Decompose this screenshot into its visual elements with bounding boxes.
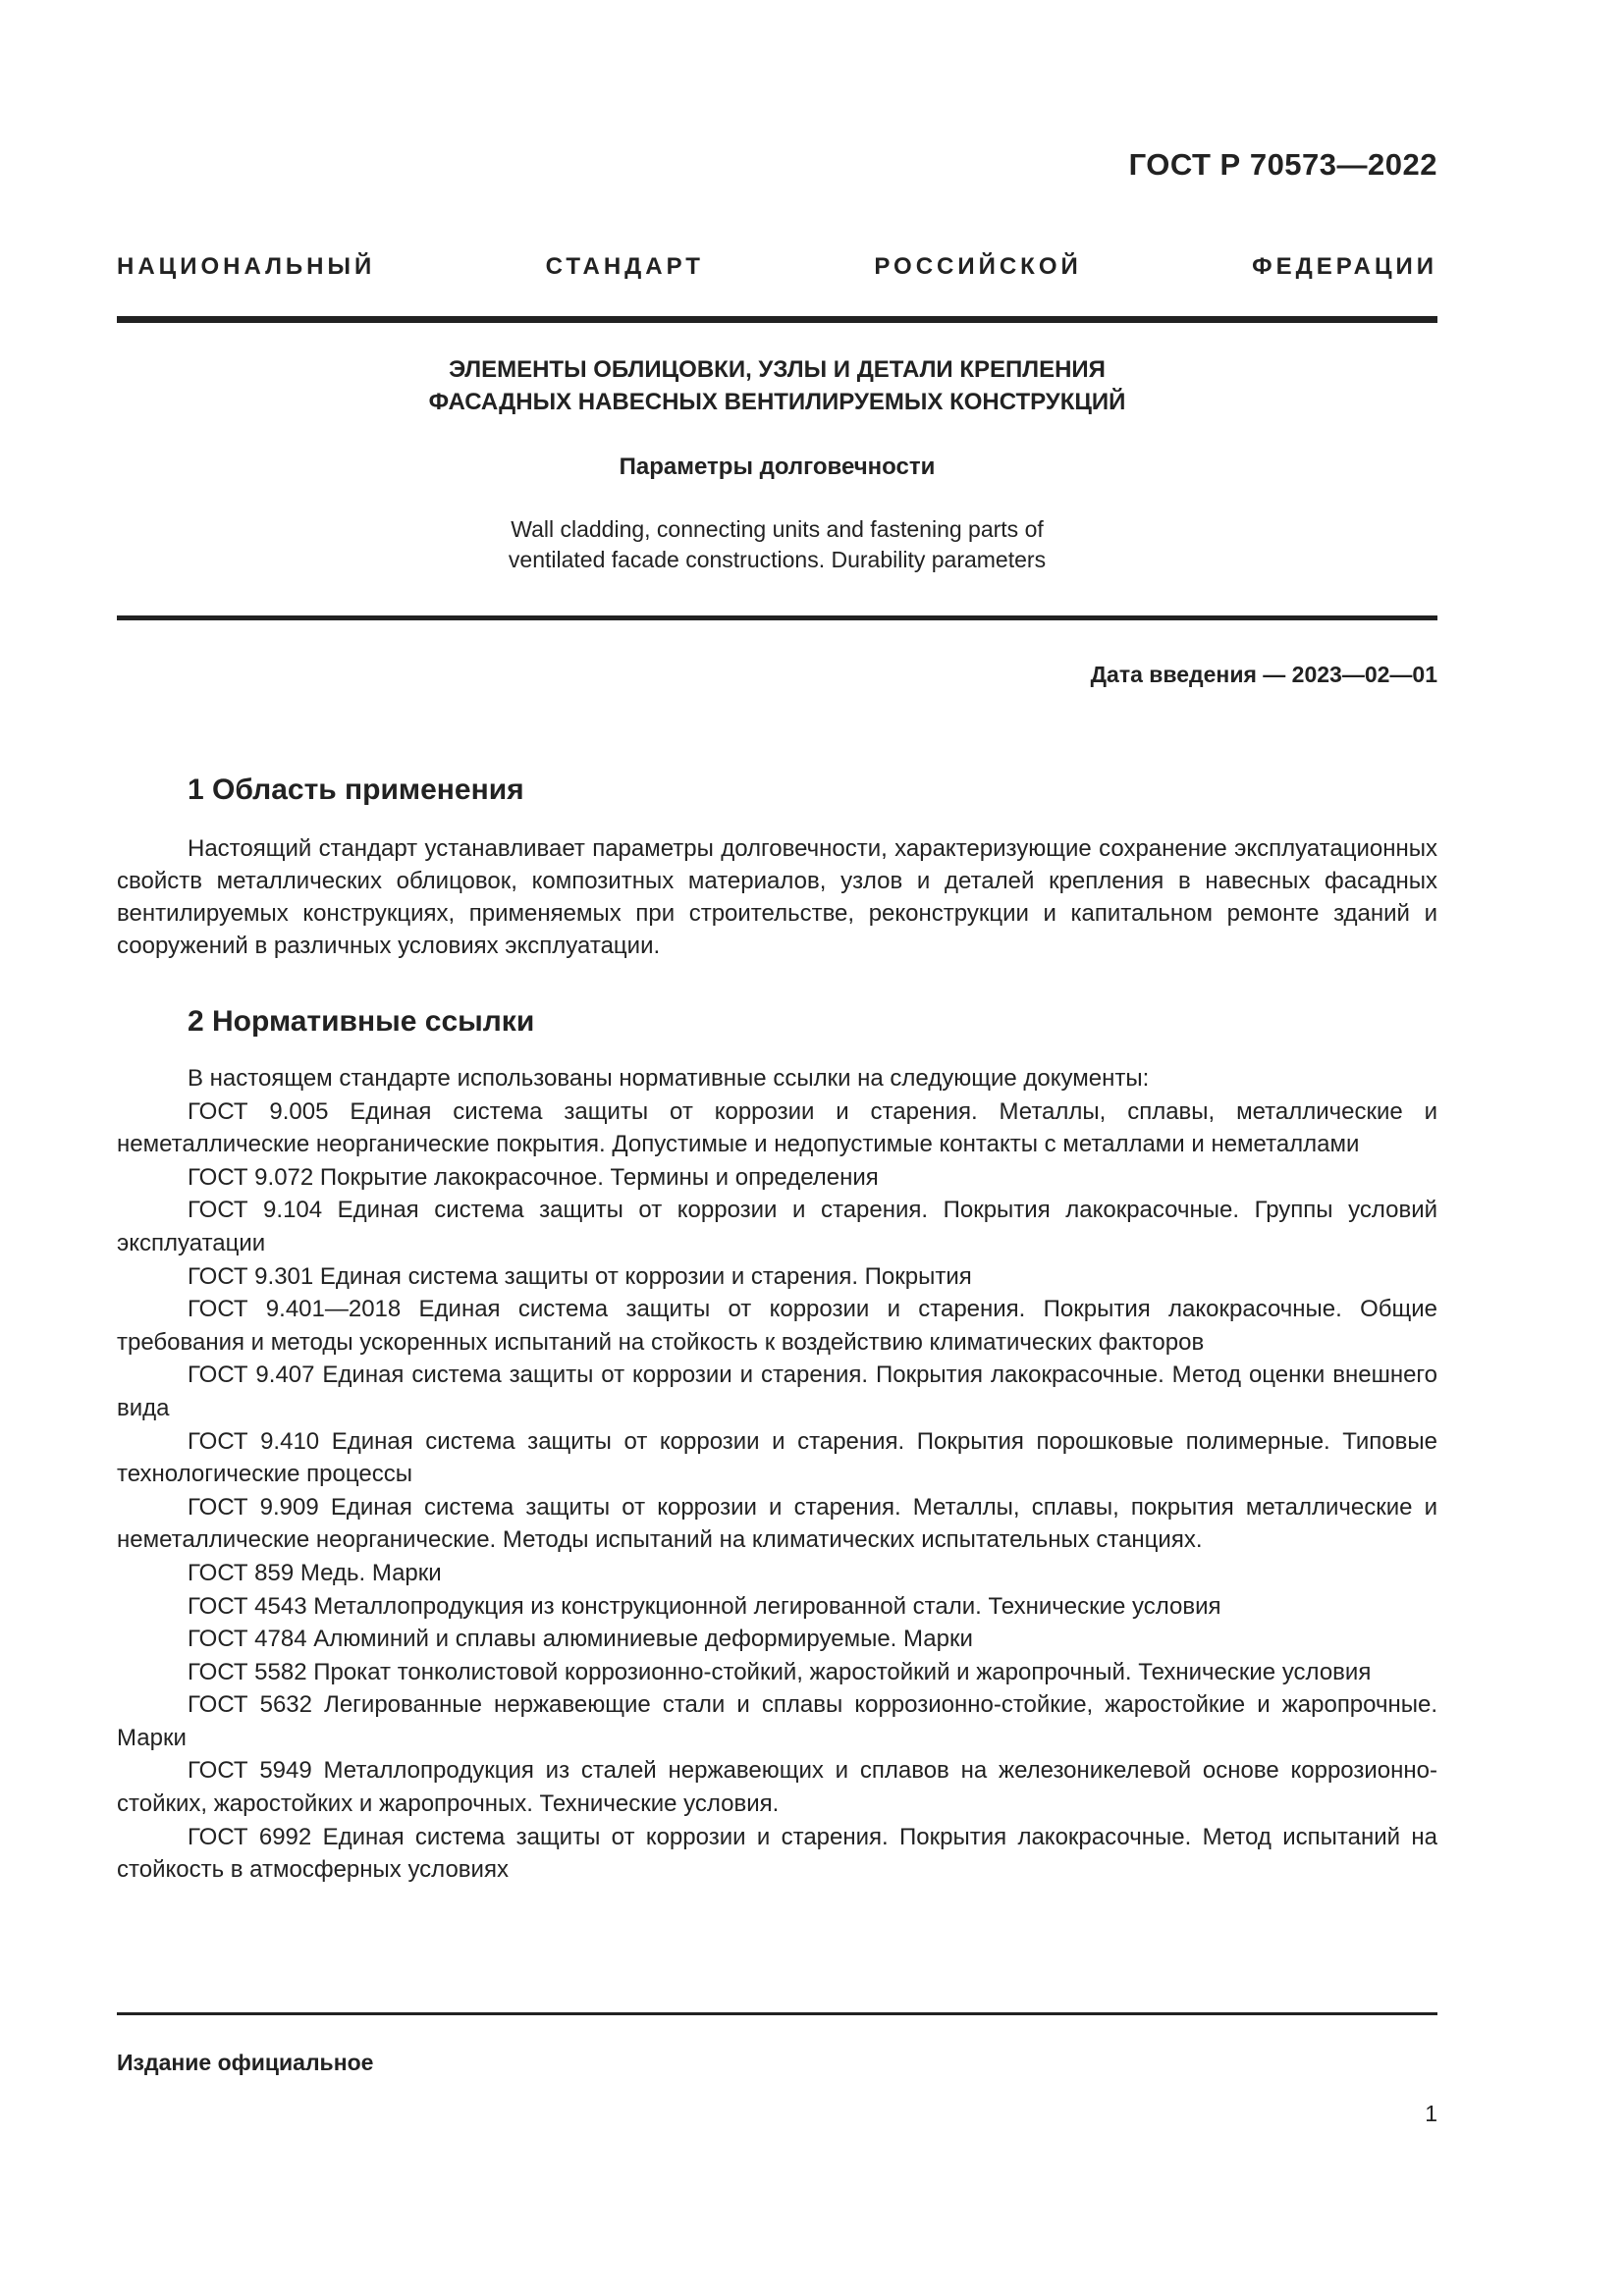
section-1-heading: 1 Область применения bbox=[188, 774, 524, 806]
intro-date: Дата введения — 2023—02—01 bbox=[1090, 662, 1437, 687]
title-line-2: ФАСАДНЫХ НАВЕСНЫХ ВЕНТИЛИРУЕМЫХ КОНСТРУКЦИЙ bbox=[428, 389, 1126, 415]
document-title bbox=[117, 353, 1437, 418]
reference-item: ГОСТ 9.407 Единая система защиты от коррозии и старения. Покрытия лакокрасочные. Метод оценки внешнего вида bbox=[117, 1362, 1437, 1421]
english-title-line-2: ventilated facade constructions. Durability parameters bbox=[508, 547, 1047, 572]
official-edition-label: Издание официальное bbox=[117, 2050, 374, 2075]
gost-number: ГОСТ Р 70573—2022 bbox=[1128, 147, 1437, 182]
english-title-line-1: Wall cladding, connecting units and fastening parts of bbox=[511, 516, 1044, 542]
reference-item: ГОСТ 5632 Легированные нержавеющие стали и сплавы коррозионно-стойкие, жаростойкие и жаропрочные. Марки bbox=[117, 1691, 1437, 1751]
national-standard-heading: НАЦИОНАЛЬНЫЙ СТАНДАРТ РОССИЙСКОЙ ФЕДЕРАЦИИ bbox=[117, 253, 1437, 280]
reference-item: ГОСТ 5949 Металлопродукция из сталей нержавеющих и сплавов на железоникелевой основе коррозионно-стойких, жаростойких и жаропрочных. Технические условия. bbox=[117, 1757, 1437, 1818]
reference-item: ГОСТ 9.005 Единая система защиты от коррозии и старения. Металлы, сплавы, металлические и неметаллические неорганические покрытия. Допустимые и недопустимые контакты с металлами и неметаллами bbox=[117, 1097, 1437, 1158]
reference-item: ГОСТ 9.104 Единая система защиты от коррозии и старения. Покрытия лакокрасочные. Группы условий эксплуатации bbox=[117, 1197, 1437, 1256]
document-subtitle: Параметры долговечности bbox=[619, 454, 936, 480]
reference-item: ГОСТ 5582 Прокат тонколистовой коррозионно-стойкий, жаростойкий и жаропрочный. Технические условия bbox=[188, 1658, 1372, 1685]
reference-item: ГОСТ 4784 Алюминий и сплавы алюминиевые деформируемые. Марки bbox=[188, 1626, 973, 1653]
footer-rule bbox=[117, 2012, 1437, 2015]
normative-references bbox=[117, 1062, 1437, 1887]
header-rule bbox=[117, 316, 1437, 323]
page-number: 1 bbox=[1425, 2101, 1437, 2126]
reference-item: ГОСТ 9.301 Единая система защиты от коррозии и старения. Покрытия bbox=[188, 1262, 972, 1290]
title-rule bbox=[117, 615, 1437, 620]
reference-item: ГОСТ 9.072 Покрытие лакокрасочное. Термины и определения bbox=[188, 1163, 879, 1191]
title-line-1: ЭЛЕМЕНТЫ ОБЛИЦОВКИ, УЗЛЫ И ДЕТАЛИ КРЕПЛЕНИЯ bbox=[449, 356, 1106, 383]
references-intro: В настоящем стандарте использованы нормативные ссылки на следующие документы: bbox=[188, 1065, 1150, 1092]
reference-item: ГОСТ 9.401—2018 Единая система защиты от коррозии и старения. Покрытия лакокрасочные. Общие требования и методы ускоренных испытаний на стойкость к воздействию климатических факторов bbox=[117, 1296, 1437, 1356]
reference-item: ГОСТ 9.909 Единая система защиты от коррозии и старения. Металлы, сплавы, покрытия металлические и неметаллические неорганические. Методы испытаний на климатических испытательных станциях. bbox=[117, 1493, 1437, 1554]
document-page bbox=[117, 0, 1437, 2296]
reference-item: ГОСТ 4543 Металлопродукция из конструкционной легированной стали. Технические условия bbox=[188, 1592, 1221, 1620]
reference-item: ГОСТ 9.410 Единая система защиты от коррозии и старения. Покрытия порошковые полимерные. Типовые технологические процессы bbox=[117, 1427, 1437, 1488]
reference-item: ГОСТ 6992 Единая система защиты от коррозии и старения. Покрытия лакокрасочные. Метод испытаний на стойкость в атмосферных условиях bbox=[117, 1823, 1437, 1884]
english-title bbox=[117, 514, 1437, 575]
section-1-body bbox=[117, 832, 1437, 962]
section-1-paragraph: Настоящий стандарт устанавливает параметры долговечности, характеризующие сохранение эксплуатационных свойств металлических облицовок, композитных материалов, узлов и деталей крепления в навесных фасадных вентилируемых конструкциях, применяемых при строительстве, реконструкции и капитальном ремонте зданий и сооружений в различных условиях эксплуатации. bbox=[117, 835, 1437, 959]
reference-item: ГОСТ 859 Медь. Марки bbox=[188, 1559, 442, 1586]
section-2-heading: 2 Нормативные ссылки bbox=[188, 1005, 535, 1038]
